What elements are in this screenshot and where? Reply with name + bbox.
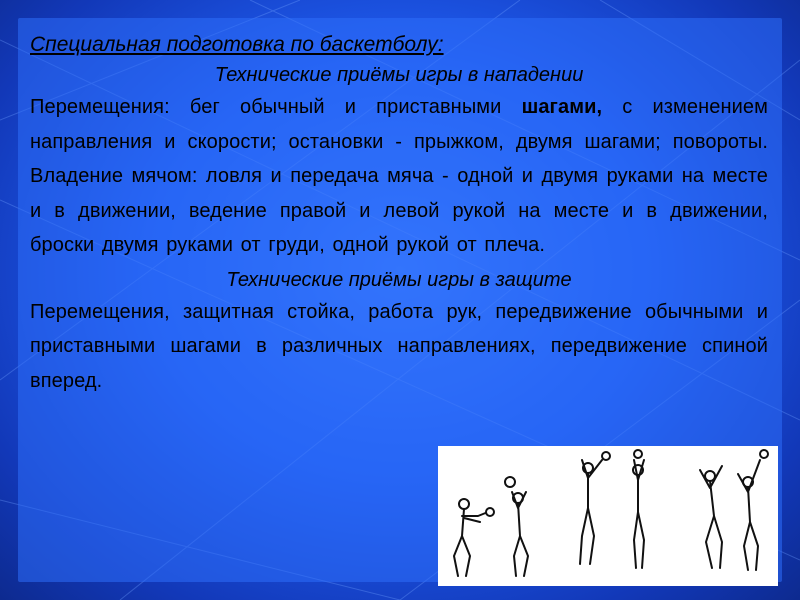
slide-content [30, 30, 768, 398]
attack-heading: Технические приёмы игры в нападении [214, 64, 584, 86]
players-drawing [438, 446, 778, 586]
attack-text-bold: шагами, [521, 96, 603, 118]
basketball-players-sequence-icon [438, 446, 778, 586]
attack-text-part1: Перемещения: бег обычный и приставными [30, 96, 522, 118]
slide-title: Специальная подготовка по баскетболу: [30, 33, 444, 56]
attack-paragraph [30, 90, 768, 263]
attack-text-part2: с изменением направления и скорости; остановки - прыжком, двумя шагами; повороты. Владение мячом: ловля и передача мяча - одной и двумя руками на месте и в движении, ведение правой и левой рукой на месте и в движении, броски двумя руками от груди, одной рукой от плеча. [30, 96, 768, 256]
defense-paragraph: Перемещения, защитная стойка, работа рук, передвижение обычными и приставными шагами в различных направлениях, передвижение спиной вперед. [30, 300, 768, 392]
defense-heading: Технические приёмы игры в защите [226, 268, 572, 291]
